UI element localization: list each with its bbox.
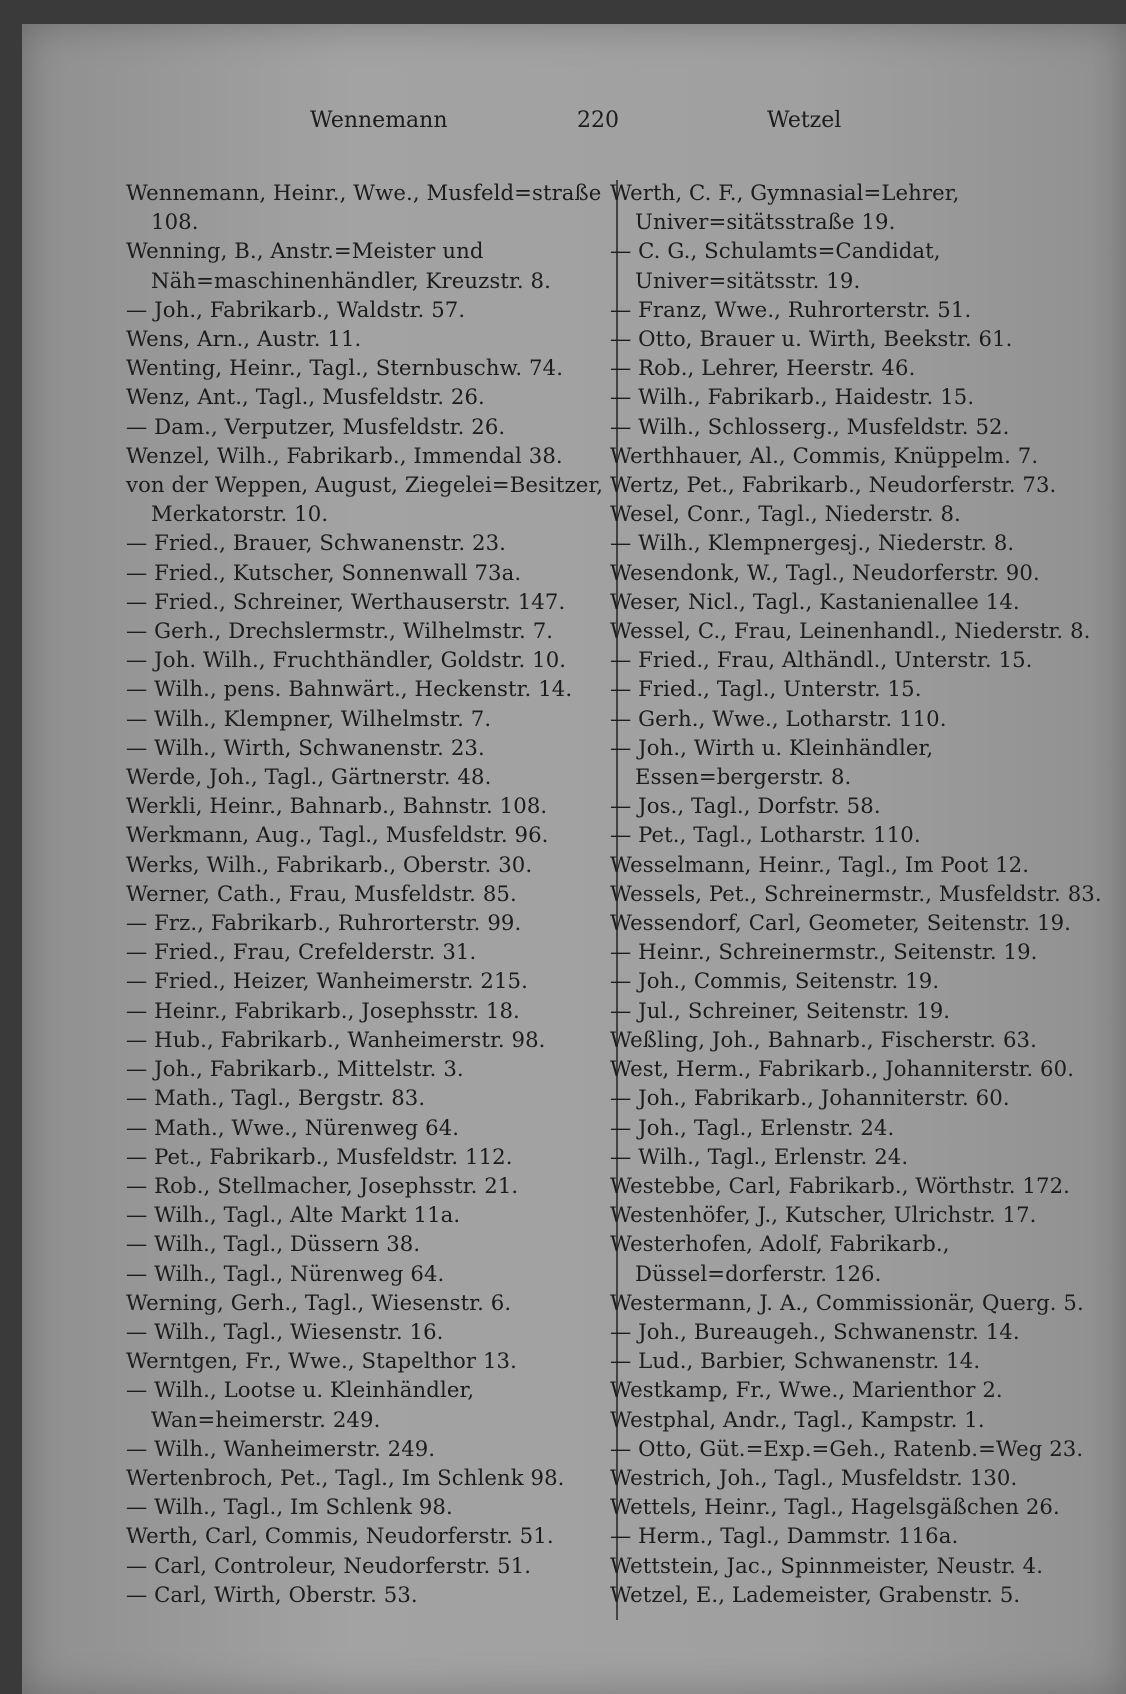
header-first-name: Wennemann [310, 108, 448, 133]
directory-entry: Werthhauer, Al., Commis, Knüppelm. 7. [610, 442, 1039, 468]
directory-entry: — Wilh., Tagl., Wiesenstr. 16. [126, 1318, 444, 1344]
directory-entry: Wenzel, Wilh., Fabrikarb., Immendal 38. [126, 442, 563, 468]
directory-entry: — Jul., Schreiner, Seitenstr. 19. [610, 997, 951, 1023]
directory-entry: — Fried., Heizer, Wanheimerstr. 215. [126, 968, 528, 994]
directory-entry: West, Herm., Fabrikarb., Johanniterstr. 60. [610, 1056, 1075, 1082]
directory-entry: Westkamp, Fr., Wwe., Marienthor 2. [610, 1377, 1003, 1403]
directory-entry: Wennemann, Heinr., Wwe., Musfeld=straße 108. [126, 180, 602, 235]
directory-entry: — Wilh., pens. Bahnwärt., Heckenstr. 14. [126, 676, 573, 702]
directory-entry: Wessel, C., Frau, Leinenhandl., Niederstr. 8. [610, 618, 1091, 644]
directory-entry: — Heinr., Schreinermstr., Seitenstr. 19. [610, 939, 1038, 965]
directory-entry: Wesselmann, Heinr., Tagl., Im Poot 12. [610, 851, 1030, 877]
directory-entry: Wettels, Heinr., Tagl., Hagelsgäßchen 26. [610, 1494, 1060, 1520]
directory-entry: Westermann, J. A., Commissionär, Querg. 5. [610, 1289, 1084, 1315]
directory-entry: — Carl, Controleur, Neudorferstr. 51. [126, 1552, 532, 1578]
directory-entry: Werks, Wilh., Fabrikarb., Oberstr. 30. [126, 851, 533, 877]
directory-entry: — Wilh., Wanheimerstr. 249. [126, 1435, 436, 1461]
directory-entry: — Wilh., Tagl., Erlenstr. 24. [610, 1143, 909, 1169]
directory-entry: — Fried., Kutscher, Sonnenwall 73a. [126, 559, 522, 585]
directory-entry: Wetzel, E., Lademeister, Grabenstr. 5. [610, 1581, 1021, 1607]
directory-entry: — Wilh., Klempnergesj., Niederstr. 8. [610, 530, 1015, 556]
directory-entry: — Math., Tagl., Bergstr. 83. [126, 1085, 426, 1111]
directory-entry: Werkli, Heinr., Bahnarb., Bahnstr. 108. [126, 793, 548, 819]
directory-entry: — Wilh., Tagl., Alte Markt 11a. [126, 1202, 461, 1228]
directory-entry: — Frz., Fabrikarb., Ruhrorterstr. 99. [126, 910, 522, 936]
directory-entry: Werde, Joh., Tagl., Gärtnerstr. 48. [126, 764, 492, 790]
directory-entry: — Joh., Wirth u. Kleinhändler, Essen=bergerstr. 8. [610, 734, 934, 790]
directory-entry: — C. G., Schulamts=Candidat, Univer=sitätsstr. 19. [610, 238, 941, 293]
directory-entry: — Rob., Stellmacher, Josephsstr. 21. [126, 1172, 519, 1198]
page-header [22, 108, 1126, 148]
directory-entry: Wettstein, Jac., Spinnmeister, Neustr. 4. [610, 1552, 1044, 1578]
directory-entry: Westrich, Joh., Tagl., Musfeldstr. 130. [610, 1464, 1018, 1490]
directory-entry: von der Weppen, August, Ziegelei=Besitzer, Merkatorstr. 10. [126, 472, 604, 527]
directory-entry: Westerhofen, Adolf, Fabrikarb., Düssel=dorferstr. 126. [610, 1231, 950, 1286]
directory-entry: — Fried., Frau, Althändl., Unterstr. 15. [610, 647, 1033, 673]
directory-entry: Werth, C. F., Gymnasial=Lehrer, Univer=sitätsstraße 19. [610, 180, 960, 235]
directory-entry: Westenhöfer, J., Kutscher, Ulrichstr. 17. [610, 1202, 1037, 1228]
right-column [610, 178, 1110, 1609]
directory-entry: — Jos., Tagl., Dorfstr. 58. [610, 793, 881, 819]
left-column [126, 178, 612, 1609]
directory-entry: — Rob., Lehrer, Heerstr. 46. [610, 355, 916, 381]
directory-entry: — Dam., Verputzer, Musfeldstr. 26. [126, 413, 506, 439]
directory-entry: — Joh., Tagl., Erlenstr. 24. [610, 1114, 895, 1140]
directory-entry: — Otto, Brauer u. Wirth, Beekstr. 61. [610, 326, 1013, 352]
directory-entry: — Herm., Tagl., Dammstr. 116a. [610, 1523, 959, 1549]
directory-entry: Weßling, Joh., Bahnarb., Fischerstr. 63. [610, 1026, 1037, 1052]
directory-entry: — Lud., Barbier, Schwanenstr. 14. [610, 1348, 981, 1374]
directory-entry: — Fried., Schreiner, Werthauserstr. 147. [126, 588, 566, 614]
directory-entry: Wens, Arn., Austr. 11. [126, 326, 362, 352]
directory-entry: Wesel, Conr., Tagl., Niederstr. 8. [610, 501, 961, 527]
directory-entry: — Wilh., Lootse u. Kleinhändler, Wan=heimerstr. 249. [126, 1377, 475, 1432]
directory-entry: Wessels, Pet., Schreinermstr., Musfeldstr. 83. [610, 880, 1102, 906]
directory-entry: — Otto, Güt.=Exp.=Geh., Ratenb.=Weg 23. [610, 1435, 1084, 1461]
directory-entry: Werner, Cath., Frau, Musfeldstr. 85. [126, 880, 517, 906]
directory-entry: Westphal, Andr., Tagl., Kampstr. 1. [610, 1406, 985, 1432]
page-number: 220 [577, 108, 619, 133]
directory-entry: Wesendonk, W., Tagl., Neudorferstr. 90. [610, 559, 1040, 585]
directory-entry: Wertz, Pet., Fabrikarb., Neudorferstr. 73. [610, 472, 1057, 498]
directory-entry: — Hub., Fabrikarb., Wanheimerstr. 98. [126, 1026, 546, 1052]
directory-entry: — Heinr., Fabrikarb., Josephsstr. 18. [126, 997, 520, 1023]
directory-entry: Wenting, Heinr., Tagl., Sternbuschw. 74. [126, 355, 564, 381]
directory-entry: Westebbe, Carl, Fabrikarb., Wörthstr. 172. [610, 1172, 1071, 1198]
directory-entry: — Joh., Fabrikarb., Johanniterstr. 60. [610, 1085, 1010, 1111]
directory-entry: — Wilh., Tagl., Im Schlenk 98. [126, 1494, 453, 1520]
directory-entry: — Joh., Commis, Seitenstr. 19. [610, 968, 940, 994]
directory-entry: — Wilh., Wirth, Schwanenstr. 23. [126, 734, 485, 760]
directory-entry: — Pet., Tagl., Lotharstr. 110. [610, 822, 921, 848]
directory-entry: — Joh., Fabrikarb., Waldstr. 57. [126, 296, 466, 322]
directory-entry: Wertenbroch, Pet., Tagl., Im Schlenk 98. [126, 1464, 565, 1490]
directory-entry: — Fried., Brauer, Schwanenstr. 23. [126, 530, 506, 556]
directory-entry: — Wilh., Fabrikarb., Haidestr. 15. [610, 384, 975, 410]
directory-entry: — Wilh., Klempner, Wilhelmstr. 7. [126, 705, 492, 731]
directory-entry: Weser, Nicl., Tagl., Kastanienallee 14. [610, 588, 1020, 614]
directory-entry: — Joh. Wilh., Fruchthändler, Goldstr. 10. [126, 647, 567, 673]
directory-entry: — Fried., Tagl., Unterstr. 15. [610, 676, 922, 702]
directory-entry: — Math., Wwe., Nürenweg 64. [126, 1114, 460, 1140]
directory-entry: — Joh., Bureaugeh., Schwanenstr. 14. [610, 1318, 1020, 1344]
directory-entry: Wessendorf, Carl, Geometer, Seitenstr. 19. [610, 910, 1071, 936]
directory-entry: Wenz, Ant., Tagl., Musfeldstr. 26. [126, 384, 485, 410]
directory-entry: — Wilh., Tagl., Düssern 38. [126, 1231, 421, 1257]
header-last-name: Wetzel [767, 108, 842, 133]
directory-entry: — Franz, Wwe., Ruhrorterstr. 51. [610, 296, 972, 322]
directory-entry: — Wilh., Tagl., Nürenweg 64. [126, 1260, 445, 1286]
directory-entry: Werkmann, Aug., Tagl., Musfeldstr. 96. [126, 822, 549, 848]
directory-entry: Wenning, B., Anstr.=Meister und Näh=maschinenhändler, Kreuzstr. 8. [126, 238, 551, 293]
directory-entry: — Pet., Fabrikarb., Musfeldstr. 112. [126, 1143, 513, 1169]
directory-entry: Werth, Carl, Commis, Neudorferstr. 51. [126, 1523, 554, 1549]
directory-entry: Werning, Gerh., Tagl., Wiesenstr. 6. [126, 1289, 512, 1315]
directory-page [22, 24, 1126, 1694]
directory-entry: — Gerh., Wwe., Lotharstr. 110. [610, 705, 947, 731]
directory-entry: — Fried., Frau, Crefelderstr. 31. [126, 939, 477, 965]
directory-entry: — Carl, Wirth, Oberstr. 53. [126, 1581, 418, 1607]
directory-entry: — Joh., Fabrikarb., Mittelstr. 3. [126, 1056, 464, 1082]
directory-entry: Werntgen, Fr., Wwe., Stapelthor 13. [126, 1348, 517, 1374]
directory-entry: — Gerh., Drechslermstr., Wilhelmstr. 7. [126, 618, 554, 644]
directory-entry: — Wilh., Schlosserg., Musfeldstr. 52. [610, 413, 1010, 439]
